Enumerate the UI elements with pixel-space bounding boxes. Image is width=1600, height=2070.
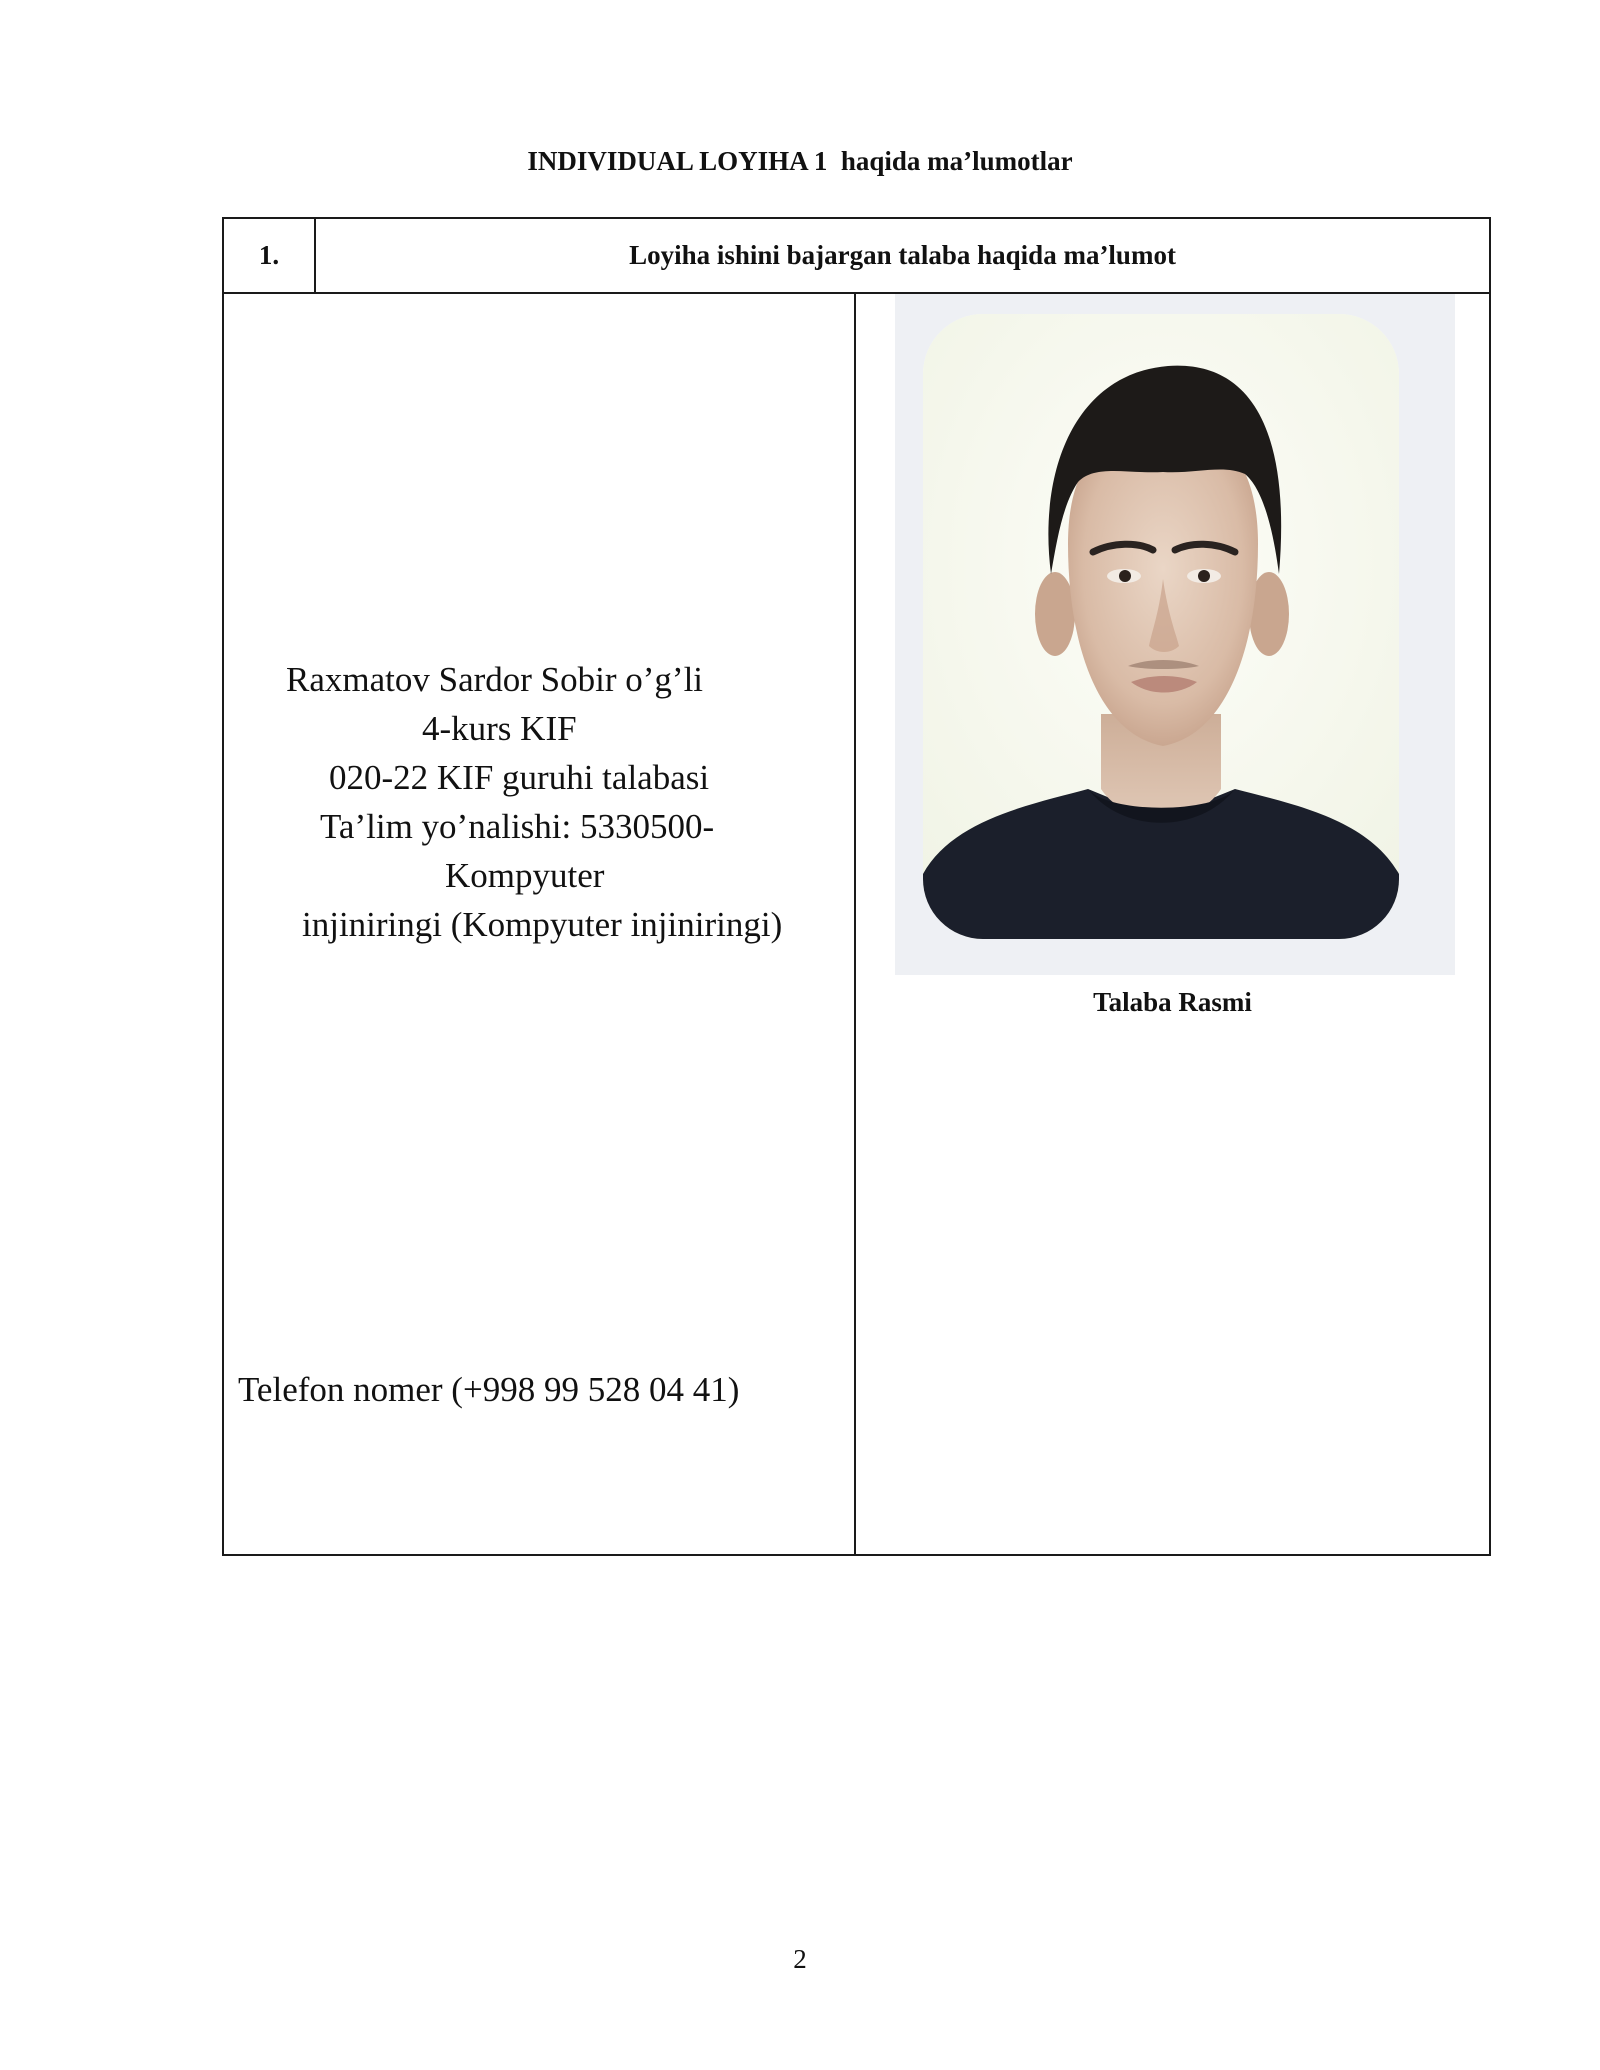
phone-number: Telefon nomer (+998 99 528 04 41) (238, 1370, 740, 1409)
table-header-row (224, 219, 1489, 294)
student-name: Raxmatov Sardor Sobir o’g’li (286, 660, 704, 699)
page-title: INDIVIDUAL LOYIHA 1 haqida ma’lumotlar (527, 146, 1073, 176)
header-title: Loyiha ishini bajargan talaba haqida ma’lumot (629, 240, 1176, 270)
student-group: 020-22 KIF guruhi talabasi (329, 758, 710, 797)
student-direction: Ta’lim yo’nalishi: 5330500- (320, 807, 715, 846)
student-direction-cont: Kompyuter (445, 856, 605, 895)
header-number: 1. (224, 219, 316, 292)
student-info-table (222, 217, 1491, 1556)
student-details-cell (224, 292, 856, 1554)
student-info-block (224, 655, 856, 949)
student-course: 4-kurs KIF (422, 709, 577, 748)
portrait-image (923, 314, 1399, 939)
student-photo (923, 314, 1399, 939)
student-photo-cell (856, 292, 1489, 1554)
photo-caption: Talaba Rasmi (1093, 987, 1252, 1017)
table-body-row (224, 292, 1489, 1554)
student-direction-name: injiniringi (Kompyuter injiniringi) (302, 905, 783, 944)
student-photo-frame (895, 294, 1455, 975)
page-number: 2 (793, 1944, 807, 1974)
